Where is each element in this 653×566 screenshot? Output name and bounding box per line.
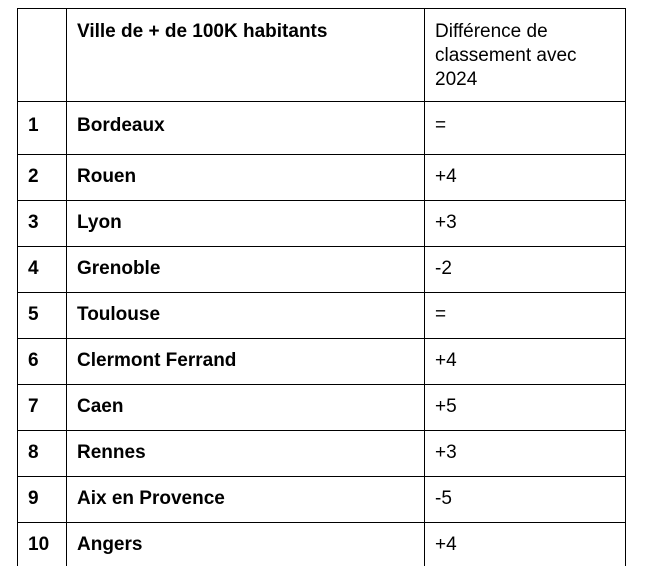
city-cell: Caen (67, 385, 425, 431)
rank-cell: 10 (18, 523, 67, 566)
difference-cell: = (425, 102, 626, 155)
table-row (18, 293, 626, 339)
header-difference: Différence de classement avec 2024 (425, 9, 626, 102)
rank-cell: 3 (18, 201, 67, 247)
table-row (18, 339, 626, 385)
difference-cell: +3 (425, 201, 626, 247)
table-row (18, 102, 626, 155)
rank-cell: 2 (18, 155, 67, 201)
city-cell: Grenoble (67, 247, 425, 293)
city-cell: Clermont Ferrand (67, 339, 425, 385)
city-ranking-table (17, 8, 626, 566)
header-city: Ville de + de 100K habitants (67, 9, 425, 102)
difference-cell: +5 (425, 385, 626, 431)
city-cell: Bordeaux (67, 102, 425, 155)
rank-cell: 6 (18, 339, 67, 385)
city-cell: Lyon (67, 201, 425, 247)
city-cell: Rouen (67, 155, 425, 201)
difference-cell: +3 (425, 431, 626, 477)
table-row (18, 155, 626, 201)
rank-cell: 8 (18, 431, 67, 477)
difference-cell: = (425, 293, 626, 339)
header-rank (18, 9, 67, 102)
table-row (18, 523, 626, 566)
rank-cell: 1 (18, 102, 67, 155)
city-cell: Aix en Provence (67, 477, 425, 523)
city-cell: Toulouse (67, 293, 425, 339)
difference-cell: +4 (425, 155, 626, 201)
table-row (18, 477, 626, 523)
difference-cell: -5 (425, 477, 626, 523)
difference-cell: -2 (425, 247, 626, 293)
rank-cell: 7 (18, 385, 67, 431)
difference-cell: +4 (425, 339, 626, 385)
table-row (18, 201, 626, 247)
rank-cell: 9 (18, 477, 67, 523)
city-cell: Angers (67, 523, 425, 566)
rank-cell: 4 (18, 247, 67, 293)
table-row (18, 385, 626, 431)
table-header-row (18, 9, 626, 102)
rank-cell: 5 (18, 293, 67, 339)
table-row (18, 431, 626, 477)
difference-cell: +4 (425, 523, 626, 566)
city-cell: Rennes (67, 431, 425, 477)
table-row (18, 247, 626, 293)
